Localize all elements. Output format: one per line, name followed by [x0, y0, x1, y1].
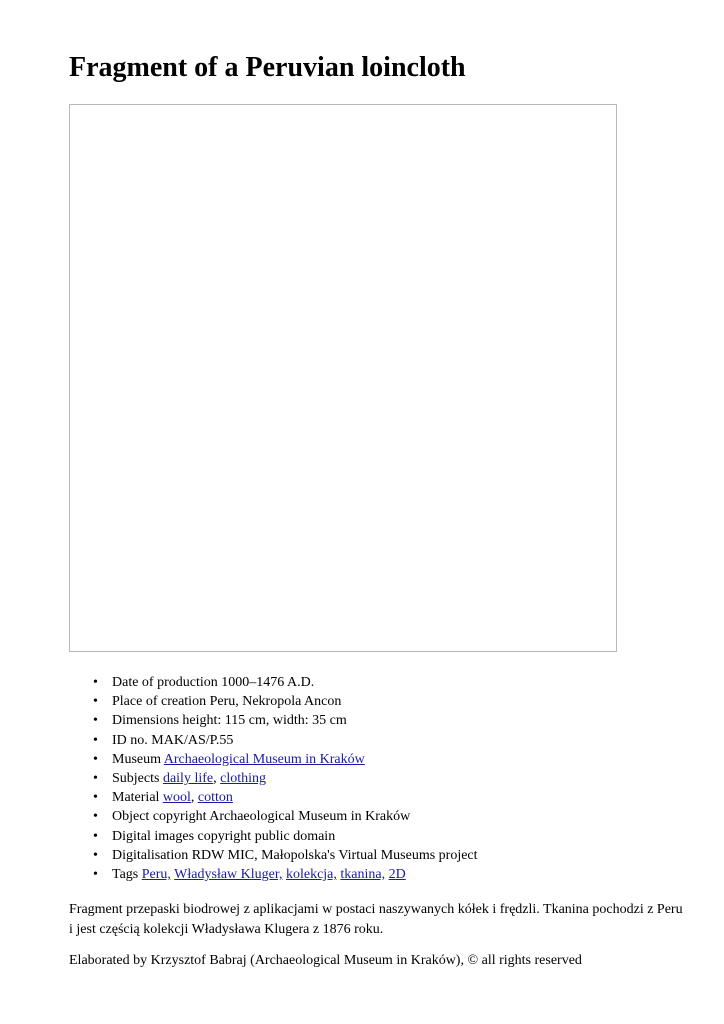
- detail-label: Digitalisation: [112, 847, 189, 863]
- detail-value: height: 115 cm, width: 35 cm: [182, 713, 347, 729]
- tag-link-2d[interactable]: 2D: [388, 867, 406, 883]
- detail-image-copyright: [112, 827, 478, 846]
- detail-label: Museum: [112, 751, 161, 767]
- detail-label: Date of production: [112, 675, 218, 690]
- detail-label: Dimensions: [112, 713, 179, 729]
- detail-value: Archaeological Museum in Kraków: [209, 809, 411, 825]
- detail-subjects: • Subjects daily life, clothing: [112, 769, 478, 788]
- tag-link-peru[interactable]: Peru,: [141, 867, 171, 883]
- detail-value: RDW MIC, Małopolska's Virtual Museums project: [191, 847, 478, 863]
- material-link-wool[interactable]: wool: [162, 790, 191, 806]
- detail-date: [112, 673, 478, 692]
- detail-value: Peru, Nekropola Ancon: [209, 694, 342, 710]
- material-link-cotton[interactable]: cotton: [197, 790, 233, 806]
- subject-link-clothing[interactable]: clothing: [220, 771, 266, 787]
- detail-digitalisation: [112, 846, 478, 865]
- detail-object-copyright: [112, 807, 478, 826]
- detail-label: Subjects: [112, 771, 160, 787]
- detail-tags: [112, 865, 478, 884]
- museum-link[interactable]: Archaeological Museum in Kraków: [163, 751, 365, 767]
- detail-value: 1000–1476 A.D.: [221, 675, 315, 690]
- detail-label: Material: [112, 790, 160, 806]
- detail-label: Place of creation: [112, 694, 207, 710]
- detail-material: • Material wool, cotton: [112, 788, 478, 807]
- page-title: Fragment of a Peruvian loincloth: [69, 52, 466, 83]
- detail-museum: [112, 750, 478, 769]
- footer-credits: Elaborated by Krzysztof Babraj (Archaeological Museum in Kraków), © all rights reserved: [69, 953, 582, 968]
- tag-link-kolekcja[interactable]: kolekcja,: [285, 867, 337, 883]
- tag-link-tkanina[interactable]: tkanina,: [340, 867, 386, 883]
- object-details-list: [112, 673, 478, 884]
- detail-value: MAK/AS/P.55: [151, 732, 234, 748]
- detail-label: Tags: [112, 867, 139, 883]
- object-description: Fragment przepaski biodrowej z aplikacjami w postaci naszywanych kółek i frędzli. Tkanina pochodzi z Peru i jest częścią kolekcji Władysława Klugera z 1876 roku.: [69, 902, 683, 937]
- subject-link-daily-life[interactable]: daily life: [162, 771, 214, 787]
- detail-id: [112, 731, 478, 750]
- object-image-frame: [69, 104, 617, 652]
- detail-label: ID no.: [112, 732, 148, 748]
- tag-link-wladyslaw-kluger[interactable]: Władysław Kluger,: [174, 867, 283, 883]
- detail-dimensions: [112, 711, 478, 730]
- detail-value: public domain: [254, 828, 336, 844]
- detail-label: Object copyright: [112, 809, 207, 825]
- detail-label: Digital images copyright: [112, 828, 252, 844]
- detail-place: [112, 692, 478, 711]
